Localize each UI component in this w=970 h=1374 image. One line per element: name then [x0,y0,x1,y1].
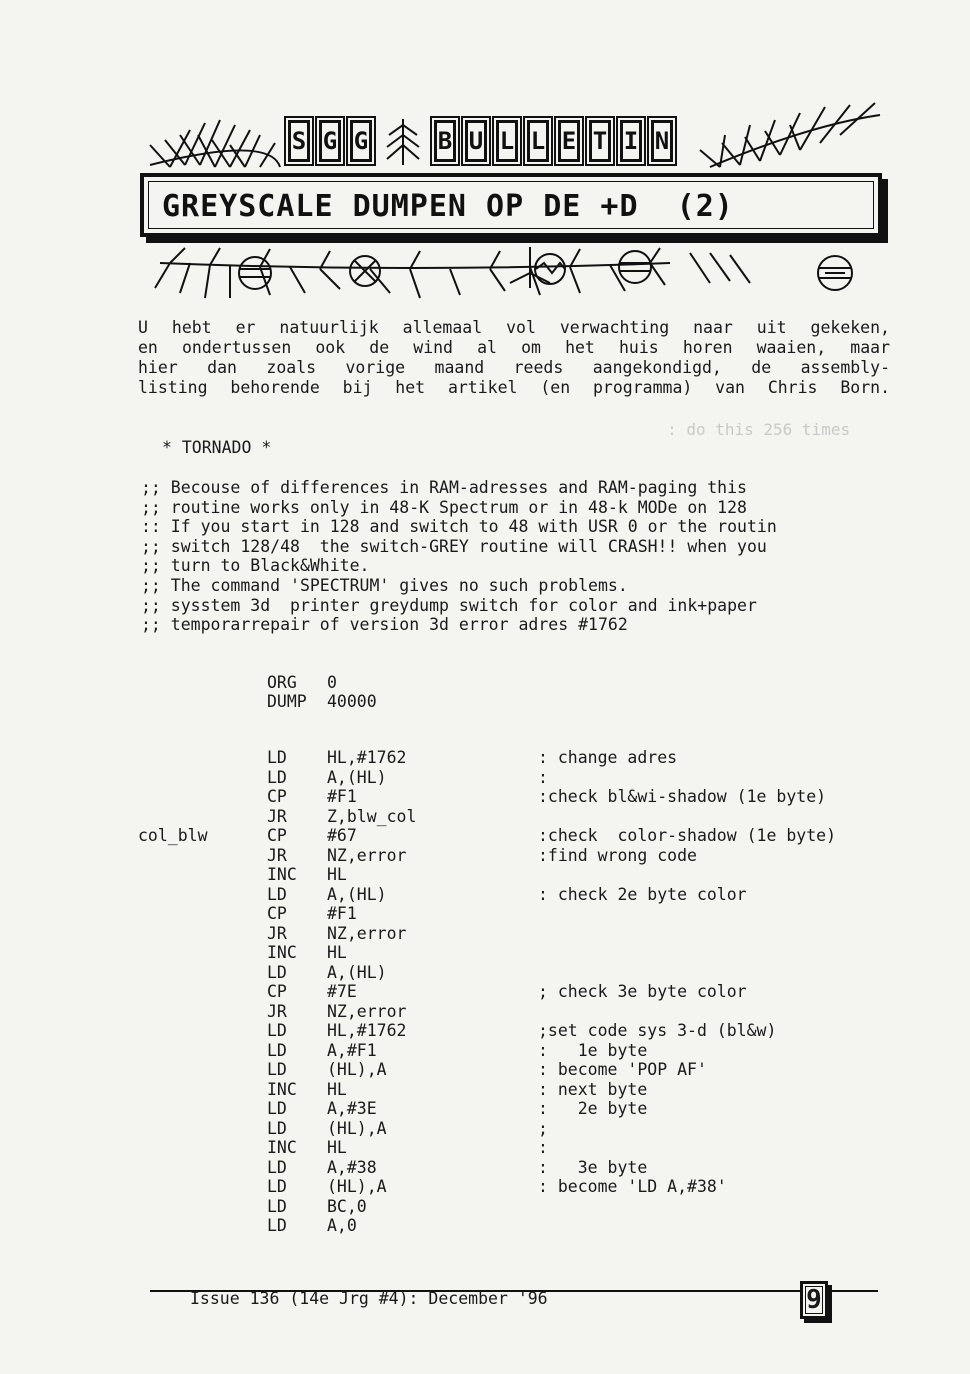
code-line [0,982,970,1002]
code-line [0,1021,970,1041]
code-operand: HL,#1762 [327,1021,407,1040]
code-opcode: INC [267,1138,297,1157]
code-line [0,768,970,788]
logo-letter: T [589,120,611,162]
code-operand: HL [327,1079,347,1099]
code-line [0,1197,970,1217]
article-title-box [140,173,882,237]
comment-line: ;; The command 'SPECTRUM' gives no such problems. [141,575,628,595]
code-opcode: LD [267,1118,287,1138]
code-line [0,748,970,768]
code-operand: A,(HL) [327,767,387,787]
code-operand: A,#F1 [327,1040,377,1060]
bleed-through: : do this 256 times [590,420,851,439]
code-line [0,846,970,866]
code-operand: #F1 [327,787,357,806]
code-comment: : become 'POP AF' [538,1060,707,1079]
comment-line: :: If you start in 128 and switch to 48 with USR 0 or the routin [141,517,777,537]
intro-line: en ondertussen ook de wind al om het huis horen waaien, maar [138,338,890,357]
code-operand: #F1 [327,904,357,923]
code-operand: (HL),A [327,1060,387,1079]
code-opcode: LD [267,748,287,767]
intro-paragraph [138,318,890,398]
code-operand: (HL),A [327,1177,387,1196]
logo-word-bulletin [431,120,676,162]
logo-letter: E [558,120,580,162]
code-line [0,885,970,905]
code-operand: A,#38 [327,1157,377,1177]
logo-letter: U [465,120,487,162]
code-comment: ; [538,1118,548,1138]
issue-info: Issue 136 (14e Jrg #4): December '96 [190,1289,548,1308]
code-operand: A,#3E [327,1099,377,1118]
code-line [0,924,970,944]
code-comment: : 2e byte [538,1099,648,1118]
code-operand: A,0 [327,1216,357,1235]
assembly-listing [0,748,970,1236]
code-operand: Z,blw_col [327,806,417,826]
code-opcode: INC [267,865,297,884]
code-operand: NZ,error [327,923,407,943]
comment-line: ;; switch 128/48 the switch-GREY routine will CRASH!! when you [141,536,767,556]
code-line [0,1002,970,1022]
code-opcode: CP [267,904,287,923]
code-opcode: LD [267,1196,287,1216]
code-line [0,943,970,963]
sgg-bulletin-logo [285,115,676,167]
code-operand: (HL),A [327,1118,387,1138]
code-operand: HL,#1762 [327,748,407,767]
code-opcode: LD [267,767,287,787]
directive-org-op: ORG [267,673,297,692]
header-banner [110,95,890,310]
code-operand: A,(HL) [327,884,387,904]
code-comment: :check color-shadow (1e byte) [538,826,837,845]
code-opcode: CP [267,982,287,1001]
pine-tree-icon [383,115,423,167]
code-opcode: INC [267,1079,297,1099]
logo-letter: S [288,120,310,162]
code-line [0,1099,970,1119]
code-opcode: LD [267,962,287,982]
code-opcode: LD [267,1157,287,1177]
code-opcode: LD [267,1060,287,1079]
code-line [0,1138,970,1158]
code-line [0,1216,970,1236]
code-comment: : change adres [538,748,678,767]
directive-dump-arg: 40000 [327,692,377,711]
code-line [0,1060,970,1080]
comment-line: ;; sysstem 3d printer greydump switch for color and ink+paper [141,595,757,615]
code-opcode: LD [267,1216,287,1235]
code-operand: #67 [327,826,357,845]
code-comment: : 1e byte [538,1040,648,1060]
code-opcode: LD [267,1177,287,1196]
code-operand: NZ,error [327,1001,407,1021]
code-opcode: CP [267,787,287,806]
directive-org-arg: 0 [327,673,337,692]
code-comment: : [538,767,548,787]
code-opcode: JR [267,923,287,943]
logo-letter: G [319,120,341,162]
code-operand: NZ,error [327,845,407,865]
code-operand: BC,0 [327,1196,367,1216]
intro-line: hier dan zoals vorige maand reeds aangekondigd, de assembly- [138,358,890,377]
directive-dump-op: DUMP [267,692,307,711]
code-comment: :find wrong code [538,845,697,865]
comment-line: ;; routine works only in 48-K Spectrum or in 48-k MODe on 128 [141,497,747,517]
code-line [0,826,970,846]
comment-line: ;; temporarrepair of version 3d error adres #1762 [141,615,628,635]
code-line [0,1158,970,1178]
code-line [0,904,970,924]
code-line [0,1177,970,1197]
page-number: 9 [800,1281,828,1319]
comment-line: ;; Becouse of differences in RAM-adresses and RAM-paging this [141,478,747,497]
code-operand: HL [327,865,347,884]
code-comment: : [538,1138,548,1157]
logo-letter: L [527,120,549,162]
code-line [0,1041,970,1061]
article-title: GREYSCALE DUMPEN OP DE +D (2) [162,189,734,224]
code-operand: #7E [327,982,357,1001]
tornado-heading: * TORNADO * [162,438,272,457]
code-comment: : check 2e byte color [538,884,747,904]
pine-garland-bottom [110,243,890,313]
code-opcode: LD [267,1099,287,1118]
logo-letter: I [620,120,642,162]
code-line [0,787,970,807]
intro-line: listing behorende bij het artikel (en programma) van Chris Born. [138,378,890,397]
code-operand: A,(HL) [327,962,387,982]
code-comment: :check bl&wi-shadow (1e byte) [538,787,827,806]
logo-word-sgg [285,120,375,162]
code-comment: ; check 3e byte color [538,982,747,1001]
code-line [0,865,970,885]
code-line [0,807,970,827]
code-line [0,1080,970,1100]
logo-letter: L [496,120,518,162]
code-operand: HL [327,1138,347,1157]
logo-letter: N [651,120,673,162]
comment-block [141,478,777,635]
code-opcode: INC [267,943,297,962]
code-operand: HL [327,943,347,962]
code-opcode: LD [267,1021,287,1040]
code-line [0,963,970,983]
code-comment: : become 'LD A,#38' [538,1177,727,1196]
comment-line: ;; turn to Black&White. [141,556,370,576]
code-comment: : next byte [538,1079,648,1099]
code-comment: : 3e byte [538,1157,648,1177]
code-label: col_blw [138,826,208,845]
code-opcode: JR [267,845,287,865]
code-opcode: LD [267,1040,287,1060]
logo-letter: G [350,120,372,162]
code-comment: ;set code sys 3-d (bl&w) [538,1021,777,1040]
intro-line: U hebt er natuurlijk allemaal vol verwachting naar uit gekeken, [138,318,890,337]
code-opcode: CP [267,826,287,845]
code-opcode: LD [267,884,287,904]
code-opcode: JR [267,1001,287,1021]
code-opcode: JR [267,806,287,826]
logo-letter: B [434,120,456,162]
code-line [0,1119,970,1139]
